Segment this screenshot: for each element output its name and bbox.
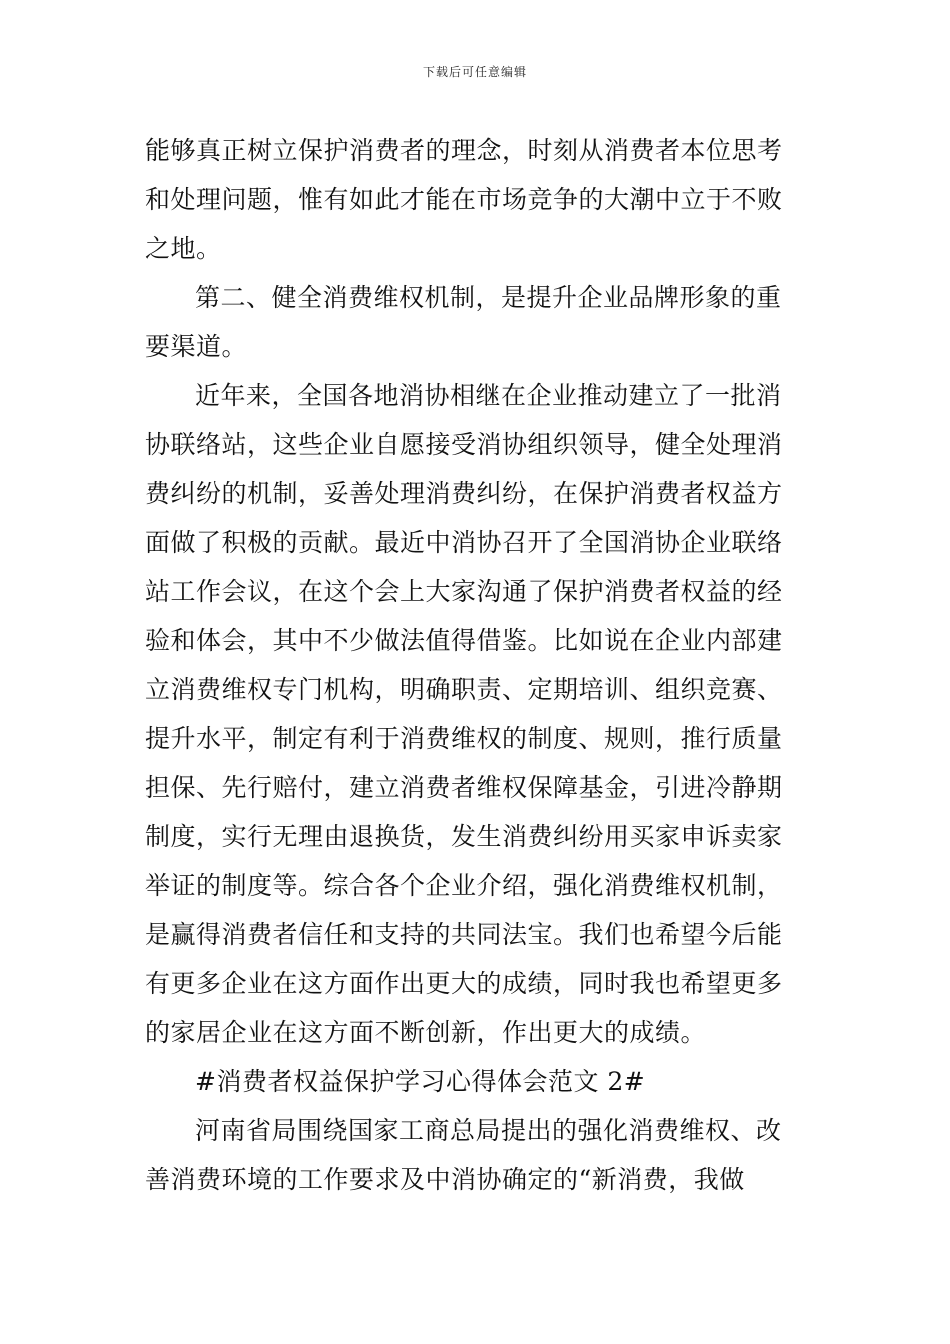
text-line: 担保、先行赔付，建立消费者维权保障基金，引进冷静期 — [145, 773, 783, 802]
text-line: 举证的制度等。综合各个企业介绍，强化消费维权机制， — [145, 871, 783, 900]
text-line: 制度，实行无理由退换货，发生消费纠纷用买家申诉卖家 — [145, 822, 783, 851]
text-line: 河南省局围绕国家工商总局提出的强化消费维权、改 — [195, 1116, 782, 1145]
text-line: 之地。 — [145, 234, 222, 263]
text-line: 提升水平，制定有利于消费维权的制度、规则，推行质量 — [145, 724, 783, 753]
text-line: 有更多企业在这方面作出更大的成绩，同时我也希望更多 — [145, 969, 783, 998]
text-line: 要渠道。 — [145, 332, 248, 361]
text-line: 第二、健全消费维权机制，是提升企业品牌形象的重 — [195, 283, 782, 312]
text-line: 是赢得消费者信任和支持的共同法宝。我们也希望今后能 — [145, 920, 783, 949]
text-line: 的家居企业在这方面不断创新，作出更大的成绩。 — [145, 1018, 707, 1047]
text-line: 和处理问题，惟有如此才能在市场竞争的大潮中立于不败 — [145, 185, 783, 214]
text-line: 善消费环境的工作要求及中消协确定的“新消费，我做 — [145, 1165, 745, 1194]
text-line: 费纠纷的机制，妥善处理消费纠纷，在保护消费者权益方 — [145, 479, 783, 508]
text-line: 立消费维权专门机构，明确职责、定期培训、组织竞赛、 — [145, 675, 783, 704]
text-line: 近年来，全国各地消协相继在企业推动建立了一批消 — [195, 381, 782, 410]
text-line: #消费者权益保护学习心得体会范文 2# — [195, 1067, 646, 1096]
text-line: 站工作会议，在这个会上大家沟通了保护消费者权益的经 — [145, 577, 783, 606]
page-header: 下载后可任意编辑 — [422, 65, 527, 79]
text-line: 协联络站，这些企业自愿接受消协组织领导，健全处理消 — [145, 430, 783, 459]
document-body — [145, 126, 807, 1204]
text-line: 面做了积极的贡献。最近中消协召开了全国消协企业联络 — [145, 528, 783, 557]
text-line: 能够真正树立保护消费者的理念，时刻从消费者本位思考 — [145, 136, 783, 165]
text-line: 验和体会，其中不少做法值得借鉴。比如说在企业内部建 — [145, 626, 783, 655]
